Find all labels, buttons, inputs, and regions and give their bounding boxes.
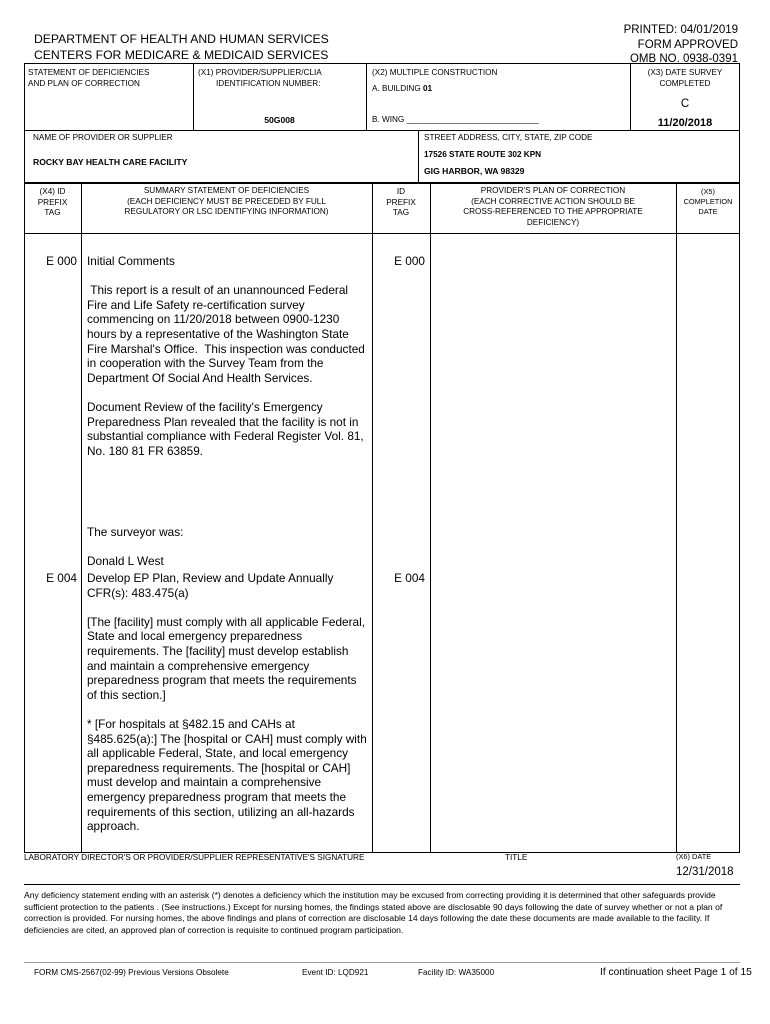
statement-label: STATEMENT OF DEFICIENCIES AND PLAN OF CORRECTION: [28, 68, 150, 88]
e000-summary: [87, 254, 367, 473]
e004-cfr: CFR(s): 483.475(a): [87, 585, 189, 600]
e004-id-tag: E 004: [394, 571, 425, 585]
department-name: DEPARTMENT OF HEALTH AND HUMAN SERVICES: [34, 32, 329, 46]
wing-field: B. WING _____________________________: [372, 115, 539, 124]
address-line-2: GIG HARBOR, WA 98329: [424, 166, 525, 176]
e004-paragraph-2: * [For hospitals at §482.15 and CAHs at §485.625(a):] The [hospital or CAH] must comply with all applicable Federal, State, and local emergency preparedness requirements. The [hospital or CAH] must develop and maintain a comprehensive emergency preparedness program that meets the requirements of this section, utilizing an all-hazards approach.: [87, 716, 367, 834]
x4-header: (X4) ID PREFIX TAG: [37, 187, 68, 217]
x6-date-value: 12/31/2018: [676, 866, 734, 878]
e004-paragraph-1: [The [facility] must comply with all applicable Federal, State and local emergency preparedness requirements. The [facility] must develop establish and maintain a comprehensive emergency preparedness program that meets the requirements of this section.]: [87, 614, 365, 702]
signature-label: LABORATORY DIRECTOR'S OR PROVIDER/SUPPLIER REPRESENTATIVE'S SIGNATURE: [24, 853, 365, 862]
form-number: FORM CMS-2567(02-99) Previous Versions Obsolete: [34, 968, 229, 977]
e000-paragraph-2: Document Review of the facility's Emergency Preparedness Plan revealed that the facility is not in substantial compliance with Federal Register Vol. 81, No. 180 81 FR 63859.: [87, 399, 364, 458]
e000-surveyor-block: [87, 525, 367, 569]
omb-number: OMB NO. 0938-0391: [629, 53, 738, 65]
provider-id-value: 50G008: [264, 115, 295, 125]
title-label: TITLE: [505, 853, 528, 862]
id-header: ID PREFIX TAG: [386, 187, 416, 217]
summary-header: SUMMARY STATEMENT OF DEFICIENCIES (EACH DEFICIENCY MUST BE PRECEDED BY FULL REGULATORY OR LSC IDENTIFYING INFORMATION): [124, 186, 329, 216]
x6-date-label: (X6) DATE: [676, 852, 712, 861]
survey-date: 11/20/2018: [657, 117, 713, 129]
building-field: A. BUILDING 01: [372, 84, 433, 93]
survey-completed-label: (X3) DATE SURVEY COMPLETED: [647, 68, 723, 88]
e004-prefix-tag: E 004: [46, 571, 77, 585]
e000-paragraph-1: This report is a result of an unannounced Federal Fire and Life Safety re-certification survey commencing on 11/20/2018 between 0900-1230 hours by a representative of the Washington State Fire Marshal's Office. This inspection was conducted in cooperation with the Survey Team from the Department Of Social And Health Services.: [87, 283, 369, 385]
e004-summary: [87, 571, 367, 834]
address-label: STREET ADDRESS, CITY, STATE, ZIP CODE: [424, 133, 593, 142]
e004-title: Develop EP Plan, Review and Update Annually: [87, 571, 334, 585]
e000-id-tag: E 000: [394, 254, 425, 268]
form-info: [624, 23, 738, 67]
centers-name: CENTERS FOR MEDICARE & MEDICAID SERVICES: [34, 48, 329, 62]
e000-title: Initial Comments: [87, 254, 175, 268]
x5-header: (X5) COMPLETION DATE: [683, 187, 733, 216]
multiple-construction-label: (X2) MULTIPLE CONSTRUCTION: [372, 68, 498, 77]
event-id: Event ID: LQD921: [302, 968, 369, 977]
printed-date: PRINTED: 04/01/2019: [623, 24, 738, 36]
surveyor-label: The surveyor was:: [87, 525, 184, 539]
address-line-1: 17526 STATE ROUTE 302 KPN: [424, 150, 542, 159]
form-approved: FORM APPROVED: [637, 38, 738, 51]
plan-header: PROVIDER'S PLAN OF CORRECTION (EACH CORRECTIVE ACTION SHOULD BE CROSS-REFERENCED TO THE APPROPRIATE DEFICIENCY): [463, 186, 643, 227]
e000-prefix-tag: E 000: [46, 254, 77, 268]
continuation-sheet: If continuation sheet Page 1 of 15: [600, 967, 752, 978]
provider-name: ROCKY BAY HEALTH CARE FACILITY: [33, 157, 188, 167]
surveyor-name: Donald L West: [87, 554, 164, 569]
agency-header: [34, 31, 329, 63]
provider-id-label: (X1) PROVIDER/SUPPLIER/CLIA IDENTIFICATION NUMBER:: [198, 68, 322, 88]
facility-id: Facility ID: WA35000: [418, 968, 495, 977]
disclaimer-text: Any deficiency statement ending with an asterisk (*) denotes a deficiency which the institution may be excused from correcting providing it is determined that other safeguards provide sufficient protection to the patients . (See instructions.) Except for nursing homes, the findings stated above are disclosable 90 days following the date of survey whether or not a plan of correction is provided. For nursing homes, the above findings and plans of correction are disclosable 14 days following the date these documents are made available to the facility. If deficiencies are cited, an approved plan of correction is requisite to continued program participation.: [24, 890, 723, 935]
provider-name-label: NAME OF PROVIDER OR SUPPLIER: [33, 133, 173, 142]
survey-type: C: [680, 98, 690, 110]
